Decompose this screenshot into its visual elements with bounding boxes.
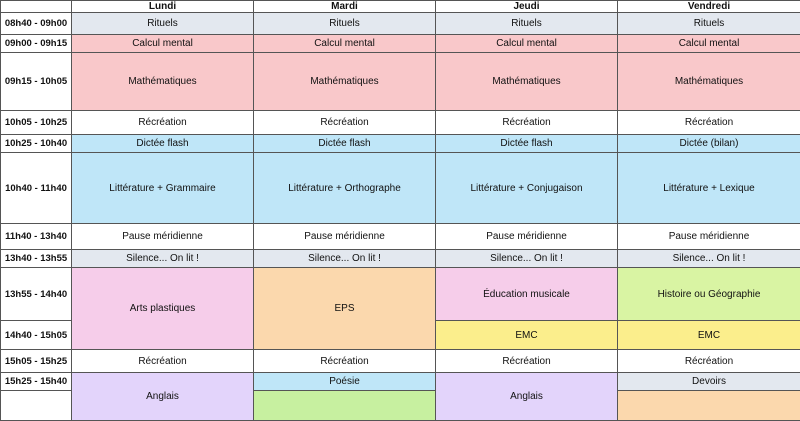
lesson-rituels: Rituels [436,13,618,35]
lesson-dictee: Dictée flash [436,135,618,153]
lesson-mathematiques: Mathématiques [254,53,436,111]
lesson-rituels: Rituels [72,13,254,35]
lesson-litterature: Littérature + Conjugaison [436,153,618,224]
lesson-arts-plastiques: Arts plastiques [72,268,254,350]
break-pause-meridienne: Pause méridienne [436,224,618,250]
lesson-silence-on-lit: Silence... On lit ! [436,250,618,268]
lesson-silence-on-lit: Silence... On lit ! [72,250,254,268]
time-slot: 13h55 - 14h40 [1,268,72,321]
time-slot: 09h15 - 10h05 [1,53,72,111]
lesson-emc: EMC [436,321,618,350]
day-header-mardi: Mardi [254,1,436,13]
lesson-calcul-mental: Calcul mental [436,35,618,53]
time-slot: 10h40 - 11h40 [1,153,72,224]
lesson-dictee-bilan: Dictée (bilan) [618,135,800,153]
time-slot: 13h40 - 13h55 [1,250,72,268]
time-slot: 15h25 - 15h40 [1,373,72,391]
time-slot [1,391,72,421]
time-slot: 10h25 - 10h40 [1,135,72,153]
lesson-litterature: Littérature + Grammaire [72,153,254,224]
day-header-vendredi: Vendredi [618,1,800,13]
lesson-anglais: Anglais [436,373,618,421]
time-slot: 11h40 - 13h40 [1,224,72,250]
lesson-emc: EMC [618,321,800,350]
lesson-mathematiques: Mathématiques [436,53,618,111]
lesson-cell [618,391,800,421]
lesson-mathematiques: Mathématiques [72,53,254,111]
break-recreation: Récréation [72,350,254,373]
lesson-mathematiques: Mathématiques [618,53,800,111]
break-recreation: Récréation [618,350,800,373]
corner-cell [1,1,72,13]
break-pause-meridienne: Pause méridienne [618,224,800,250]
break-recreation: Récréation [436,350,618,373]
time-slot: 09h00 - 09h15 [1,35,72,53]
lesson-litterature: Littérature + Orthographe [254,153,436,224]
lesson-eps: EPS [254,268,436,350]
time-slot: 08h40 - 09h00 [1,13,72,35]
day-header-lundi: Lundi [72,1,254,13]
lesson-anglais: Anglais [72,373,254,421]
lesson-poesie: Poésie [254,373,436,391]
time-slot: 15h05 - 15h25 [1,350,72,373]
lesson-dictee: Dictée flash [72,135,254,153]
lesson-silence-on-lit: Silence... On lit ! [254,250,436,268]
break-pause-meridienne: Pause méridienne [254,224,436,250]
day-header-jeudi: Jeudi [436,1,618,13]
lesson-education-musicale: Éducation musicale [436,268,618,321]
lesson-litterature: Littérature + Lexique [618,153,800,224]
break-recreation: Récréation [72,111,254,135]
lesson-calcul-mental: Calcul mental [254,35,436,53]
break-recreation: Récréation [254,111,436,135]
lesson-calcul-mental: Calcul mental [618,35,800,53]
lesson-devoirs: Devoirs [618,373,800,391]
lesson-rituels: Rituels [618,13,800,35]
time-slot: 14h40 - 15h05 [1,321,72,350]
lesson-calcul-mental: Calcul mental [72,35,254,53]
lesson-cell [254,391,436,421]
lesson-silence-on-lit: Silence... On lit ! [618,250,800,268]
time-slot: 10h05 - 10h25 [1,111,72,135]
break-pause-meridienne: Pause méridienne [72,224,254,250]
lesson-dictee: Dictée flash [254,135,436,153]
lesson-histoire-geographie: Histoire ou Géographie [618,268,800,321]
break-recreation: Récréation [618,111,800,135]
lesson-rituels: Rituels [254,13,436,35]
break-recreation: Récréation [254,350,436,373]
break-recreation: Récréation [436,111,618,135]
